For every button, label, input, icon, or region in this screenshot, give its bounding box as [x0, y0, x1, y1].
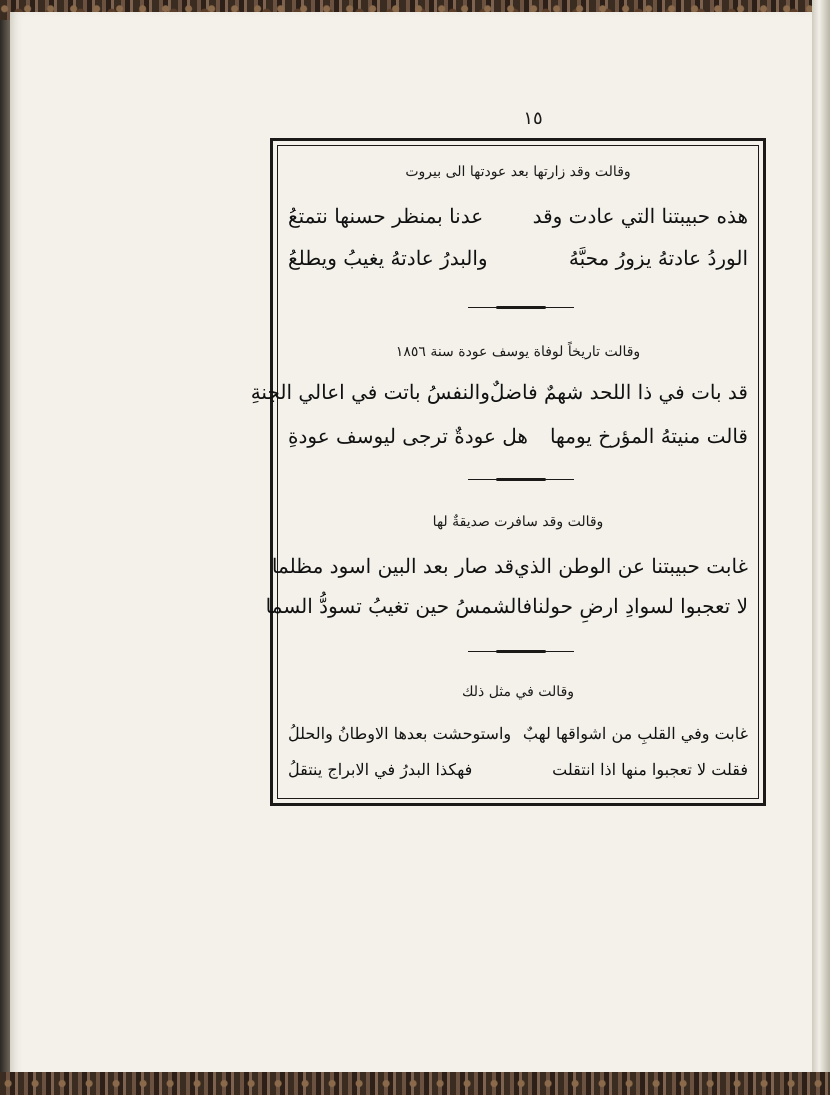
verse-first-hemistich: قالت منيتهُ المؤرخ يومها — [549, 424, 748, 448]
verse-first-hemistich: غابت حبيبتنا عن الوطن الذي — [514, 554, 748, 578]
verse-line — [288, 246, 748, 282]
book-edge-bottom — [0, 1072, 830, 1095]
verse-second-hemistich: عدنا بمنظر حسنها نتمتعُ — [288, 204, 484, 228]
verse-line — [265, 594, 748, 630]
verse-second-hemistich: فالشمسُ حين تغيبُ تسودُّ السما — [265, 594, 533, 618]
poem-heading-3: وقالت وقد سافرت صديقةٌ لها — [432, 514, 604, 530]
verse-second-hemistich: واستوحشت بعدها الاوطانُ والحللُ — [288, 724, 512, 743]
text-frame-inner — [250, 145, 759, 799]
verse-first-hemistich: قد بات في ذا اللحد شهمٌ فاضلٌ — [489, 380, 748, 404]
page-stack-edge — [812, 0, 830, 1095]
verse-line — [288, 724, 748, 760]
verse-line — [288, 204, 748, 240]
poem-heading-2: وقالت تاريخاً لوفاة يوسف عودة سنة ١٨٥٦ — [395, 344, 641, 360]
ornamental-divider — [468, 648, 574, 656]
verse-second-hemistich: فهكذا البدرُ في الابراج ينتقلُ — [288, 760, 473, 779]
verse-second-hemistich: والنفسُ باتت في اعالي الجنةِ — [250, 380, 490, 404]
verse-line — [288, 424, 748, 460]
verse-first-hemistich: هذه حبيبتنا التي عادت وقد — [532, 204, 748, 228]
book-spine-edge — [0, 20, 10, 1075]
verse-first-hemistich: غابت وفي القلبِ من اشواقها لهبٌ — [522, 724, 748, 743]
verse-first-hemistich: لا تعجبوا لسوادِ ارضِ حولنا — [532, 594, 748, 618]
verse-line — [271, 554, 748, 590]
verse-first-hemistich: فقلت لا تعجبوا منها اذا انتقلت — [552, 760, 748, 779]
page-number: ١٥ — [523, 108, 543, 129]
verse-second-hemistich: قد صار بعد البين اسود مظلما — [271, 554, 515, 578]
ornamental-divider — [468, 476, 574, 484]
verse-first-hemistich: الوردُ عادتهُ يزورُ محبَّهُ — [568, 246, 748, 270]
text-frame — [250, 138, 766, 806]
poem-heading-4: وقالت في مثل ذلك — [461, 684, 575, 700]
verse-line — [250, 380, 748, 416]
poem-heading-1: وقالت وقد زارتها بعد عودتها الى بيروت — [405, 164, 631, 180]
ornamental-divider — [468, 304, 574, 312]
verse-line — [288, 760, 748, 796]
verse-second-hemistich: والبدرُ عادتهُ يغيبُ ويطلعُ — [288, 246, 488, 270]
verse-second-hemistich: هل عودةٌ ترجى ليوسف عودةِ — [288, 424, 528, 448]
